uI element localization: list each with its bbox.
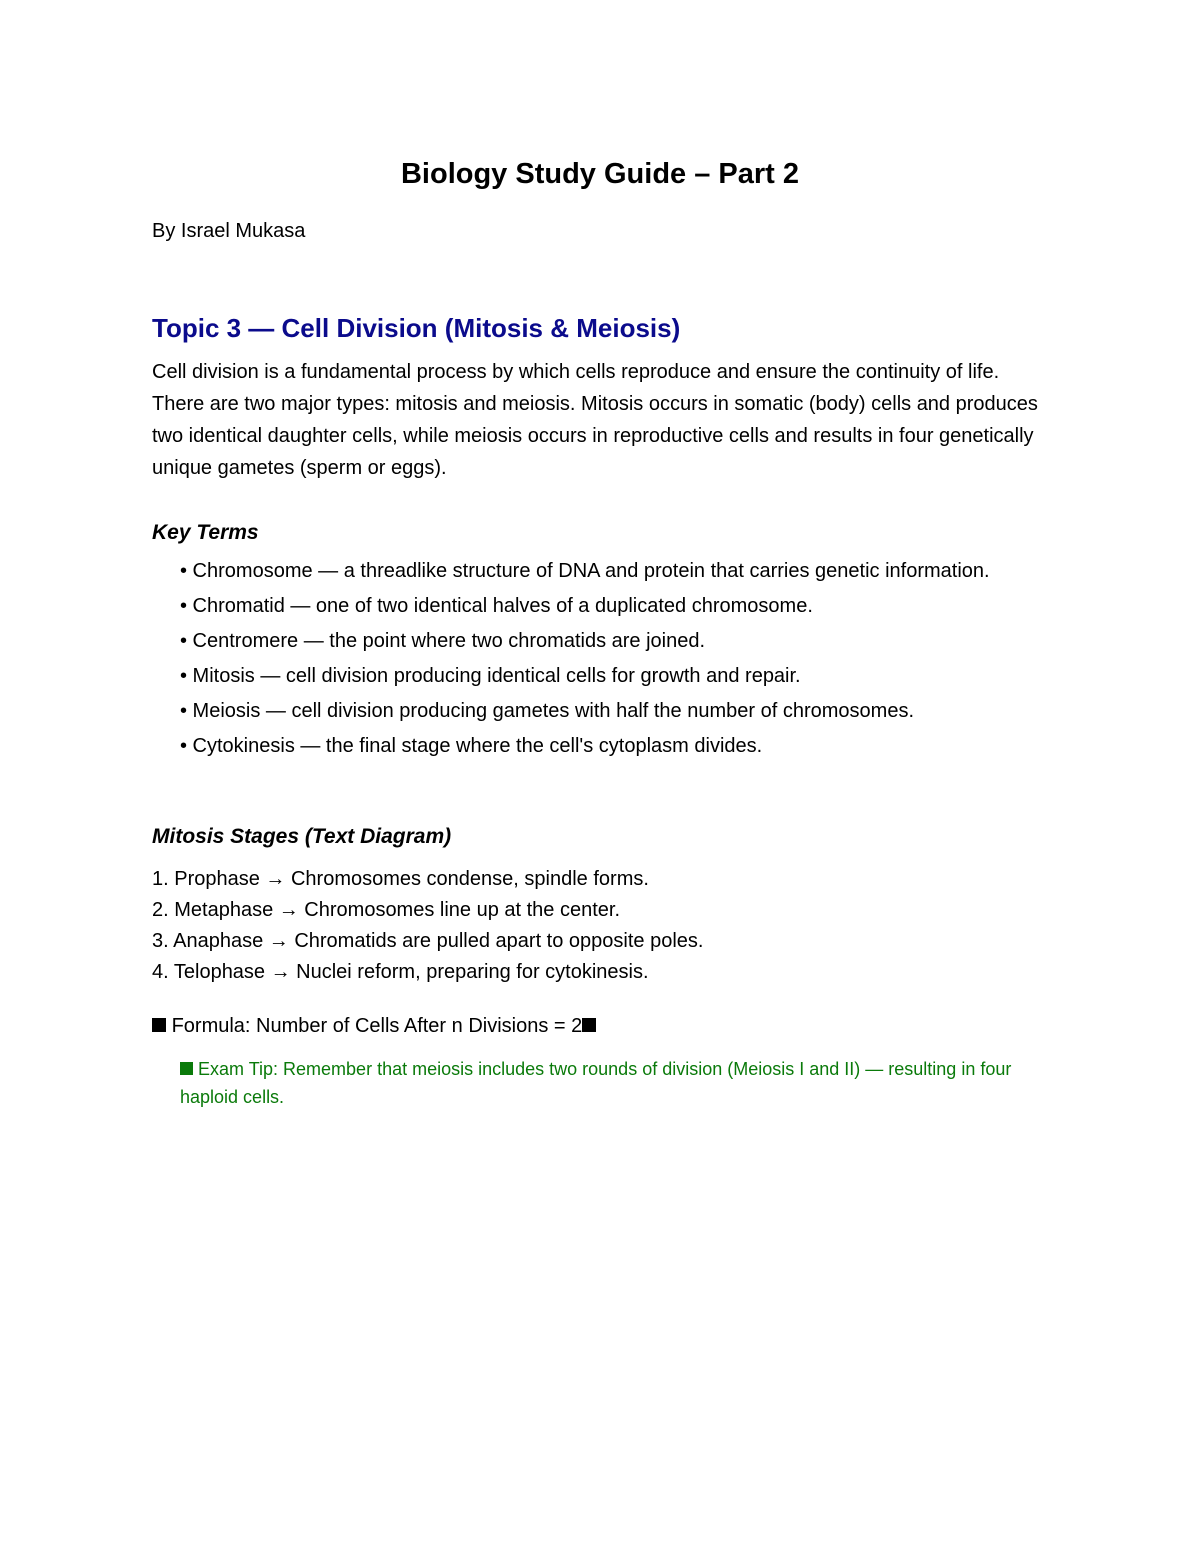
key-term-item: • Meiosis — cell division producing gametes with half the number of chromosomes. xyxy=(180,700,914,722)
exam-tip-text: Exam Tip: Remember that meiosis includes two rounds of division (Meiosis I and II) — resulting in four haploid cells. xyxy=(180,1059,1012,1107)
exam-tip xyxy=(180,1055,1060,1111)
key-terms-list xyxy=(180,560,1040,770)
square-bullet-icon xyxy=(180,1062,193,1075)
square-bullet-icon xyxy=(152,1018,166,1032)
stage-item: 3. Anaphase → Chromatids are pulled apart to opposite poles. xyxy=(152,930,704,952)
author-byline: By Israel Mukasa xyxy=(152,220,306,242)
missing-glyph-icon xyxy=(582,1018,596,1032)
key-term-item: • Mitosis — cell division producing identical cells for growth and repair. xyxy=(180,665,801,687)
formula-line xyxy=(152,1013,596,1039)
key-terms-heading: Key Terms xyxy=(152,521,259,544)
document-title: Biology Study Guide – Part 2 xyxy=(400,158,799,190)
stage-item: 2. Metaphase → Chromosomes line up at the center. xyxy=(152,899,621,921)
formula-text: Formula: Number of Cells After n Divisions = 2 xyxy=(171,1015,583,1037)
topic-intro-paragraph: Cell division is a fundamental process by which cells reproduce and ensure the continuity of life. There are two major types: mitosis and meiosis. Mitosis occurs in somatic (body) cells and produces two identical daughter cells, while meiosis occurs in reproductive cells and results in four genetically unique gametes (sperm or eggs). xyxy=(152,361,1038,479)
mitosis-stages-heading: Mitosis Stages (Text Diagram) xyxy=(152,825,452,848)
mitosis-stages-list xyxy=(152,864,703,988)
key-term-item: • Cytokinesis — the final stage where the cell's cytoplasm divides. xyxy=(180,735,763,757)
topic-heading: Topic 3 — Cell Division (Mitosis & Meiosis) xyxy=(152,313,681,343)
key-term-item: • Centromere — the point where two chromatids are joined. xyxy=(180,630,706,652)
key-term-item: • Chromosome — a threadlike structure of DNA and protein that carries genetic information. xyxy=(180,560,990,582)
stage-item: 4. Telophase → Nuclei reform, preparing for cytokinesis. xyxy=(152,961,649,983)
key-term-item: • Chromatid — one of two identical halves of a duplicated chromosome. xyxy=(180,595,813,617)
stage-item: 1. Prophase → Chromosomes condense, spindle forms. xyxy=(152,868,649,890)
